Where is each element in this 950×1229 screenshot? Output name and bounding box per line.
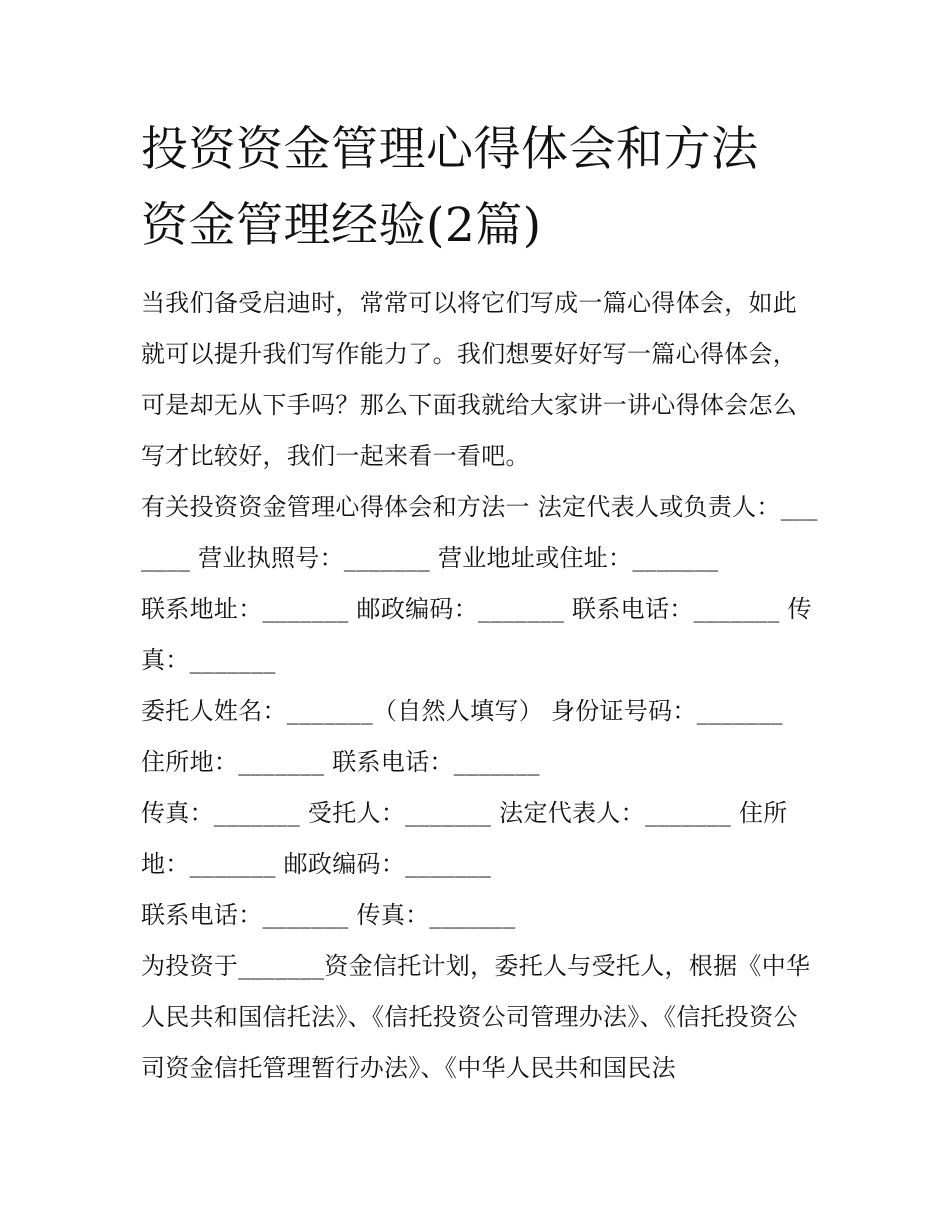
investment-purpose-paragraph: 为投资于_______资金信托计划，委托人与受托人，根据《中华人民共和国信托法》、《信托投资公司管理办法》、《信托投资公司资金信托管理暂行办法》、《中华人民共和国民法: [141, 952, 811, 1082]
trustee-contact-paragraph: 联系电话：_______ 传真：_______: [141, 901, 516, 929]
document-page: [141, 112, 821, 1094]
residence-paragraph: 住所地：_______ 联系电话：_______: [141, 748, 540, 776]
trustor-name-paragraph: 委托人姓名：_______（自然人填写） 身份证号码：_______: [141, 697, 783, 725]
trustee-paragraph: 传真：_______ 受托人：_______ 法定代表人：_______ 住所地：_______ 邮政编码：_______: [141, 799, 788, 878]
intro-paragraph: 当我们备受启迪时，常常可以将它们写成一篇心得体会，如此就可以提升我们写作能力了。我们想要好好写一篇心得体会，可是却无从下手吗？那么下面我就给大家讲一讲心得体会怎么写才比较好，我们一起来看一看吧。: [141, 289, 798, 470]
contact-address-paragraph: 联系地址：_______ 邮政编码：_______ 联系电话：_______ 传真：_______: [141, 595, 812, 674]
title-line-2: 资金管理经验(2篇): [141, 198, 542, 253]
legal-representative-paragraph: 有关投资资金管理心得体会和方法一 法定代表人或负责人：_______ 营业执照号：_______ 营业地址或住址：_______: [141, 493, 818, 572]
title-line-1: 投资资金管理心得体会和方法: [141, 122, 759, 177]
document-title: [141, 112, 821, 264]
